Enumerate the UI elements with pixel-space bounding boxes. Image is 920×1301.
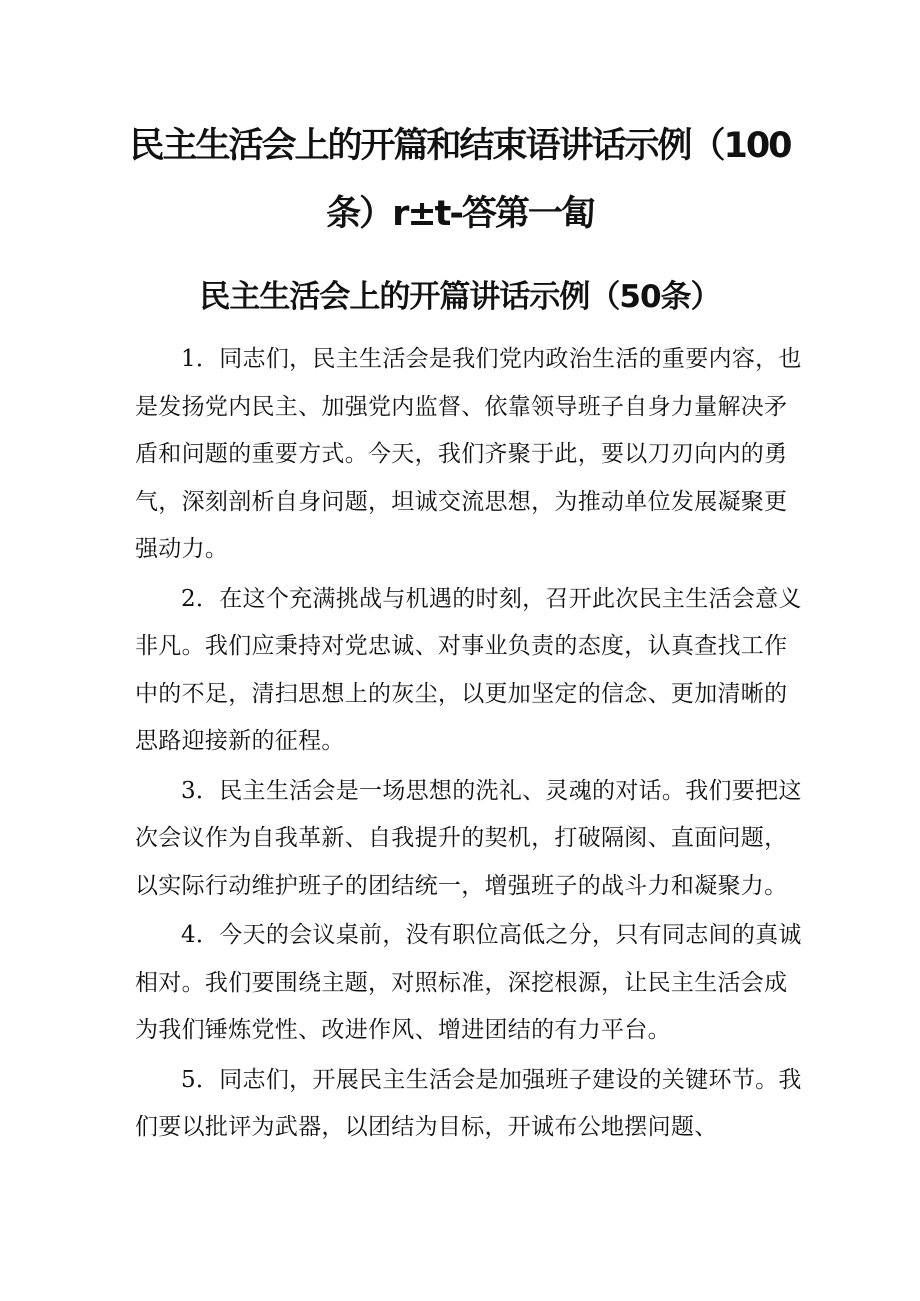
paragraph-4: 4．今天的会议桌前，没有职位高低之分，只有同志间的真诚相对。我们要围绕主题，对照标准，深挖根源，让民主生活会成为我们锤炼党性、改进作风、增进团结的有力平台。 [135, 922, 802, 1043]
paragraph-1: 1．同志们，民主生活会是我们党内政治生活的重要内容，也是发扬党内民主、加强党内监督、依靠领导班子自身力量解决矛盾和问题的重要方式。今天，我们齐聚于此，要以刀刃向内的勇气，深刻剖析自身问题，坦诚交流思想，为推动单位发展凝聚更强动力。 [135, 346, 802, 562]
section-heading: 民主生活会上的开篇讲话示例（50条） [199, 279, 721, 315]
paragraph-2: 2．在这个充满挑战与机遇的时刻，召开此次民主生活会意义非凡。我们应秉持对党忠诚、对事业负责的态度，认真查找工作中的不足，清扫思想上的灰尘，以更加坚定的信念、更加清晰的思路迎接新的征程。 [135, 585, 802, 754]
paragraph-3: 3．民主生活会是一场思想的洗礼、灵魂的对话。我们要把这次会议作为自我革新、自我提升的契机，打破隔阂、直面问题，以实际行动维护班子的团结统一，增强班子的战斗力和凝聚力。 [135, 777, 802, 899]
document-title-line-2: 条）r±t-答第一匐 [326, 194, 594, 234]
document-body [135, 336, 807, 1154]
document-title-line-1: 民主生活会上的开篇和结束语讲话示例（100 [129, 126, 791, 166]
paragraph-5: 5．同志们，开展民主生活会是加强班子建设的关键环节。我们要以批评为武器，以团结为目标，开诚布公地摆问题、 [135, 1066, 802, 1140]
